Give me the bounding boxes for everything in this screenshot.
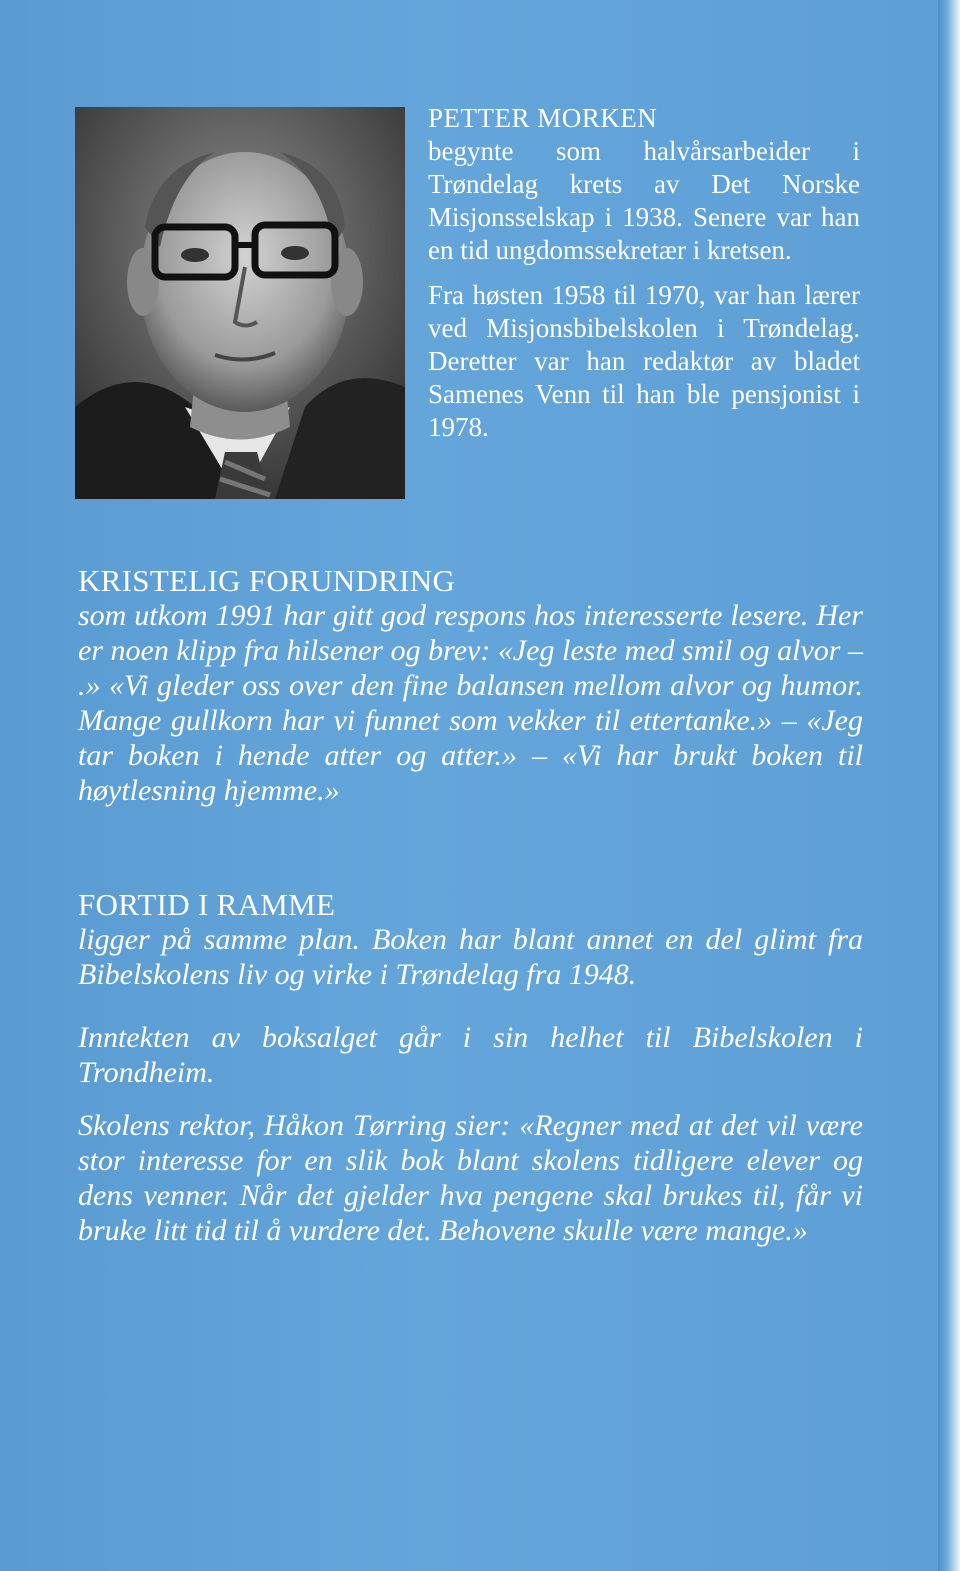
portrait-illustration <box>75 107 405 499</box>
book-title-fortid-i-ramme: FORTID I RAMME <box>78 887 336 922</box>
book-blurb-kristelig-forundring: som utkom 1991 har gitt god respons hos interesserte lesere. Her er noen klipp fra hilsener og brev: «Jeg leste med smil og alvor – .» «Vi gleder oss over den fine balansen mellom alvor og humor. Mange gullkorn har vi funnet som vekker til ettertanke.» – «Jeg tar boken i hende atter og atter.» – «Vi har brukt boken til høytlesning hjemme.» <box>78 599 863 807</box>
author-bio-paragraph-1: begynte som halvårsarbeider i Trøndelag krets av Det Norske Misjonsselskap i 1938. Senere var han en tid ungdomssekretær i kretsen. <box>428 136 860 265</box>
rector-quote-paragraph: Skolens rektor, Håkon Tørring sier: «Regner med at det vil være stor interesse for en slik bok blant skolens tidligere elever og dens venner. Når det gjelder hva pengene skal brukes til, får vi bruke litt tid til å vurdere det. Behovene skulle være mange.» <box>78 1109 863 1247</box>
author-name: PETTER MORKEN <box>428 103 658 133</box>
income-paragraph: Inntekten av boksalget går i sin helhet til Bibelskolen i Trondheim. <box>78 1021 863 1089</box>
author-portrait-photo <box>75 107 405 499</box>
book-blurb-fortid-i-ramme: ligger på samme plan. Boken har blant annet en del glimt fra Bibelskolens liv og virke i Trøndelag fra 1948. <box>78 923 863 991</box>
author-bio <box>428 102 860 456</box>
book-spine-edge <box>938 0 960 1571</box>
book-title-kristelig-forundring: KRISTELIG FORUNDRING <box>78 563 456 598</box>
book-kristelig-forundring <box>78 563 863 808</box>
author-bio-paragraph-2: Fra høsten 1958 til 1970, var han lærer ved Misjonsbibelskolen i Trøndelag. Deretter var han redaktør av bladet Samenes Venn til han ble pensjonist i 1978. <box>428 280 860 442</box>
book-fortid-i-ramme <box>78 887 863 992</box>
